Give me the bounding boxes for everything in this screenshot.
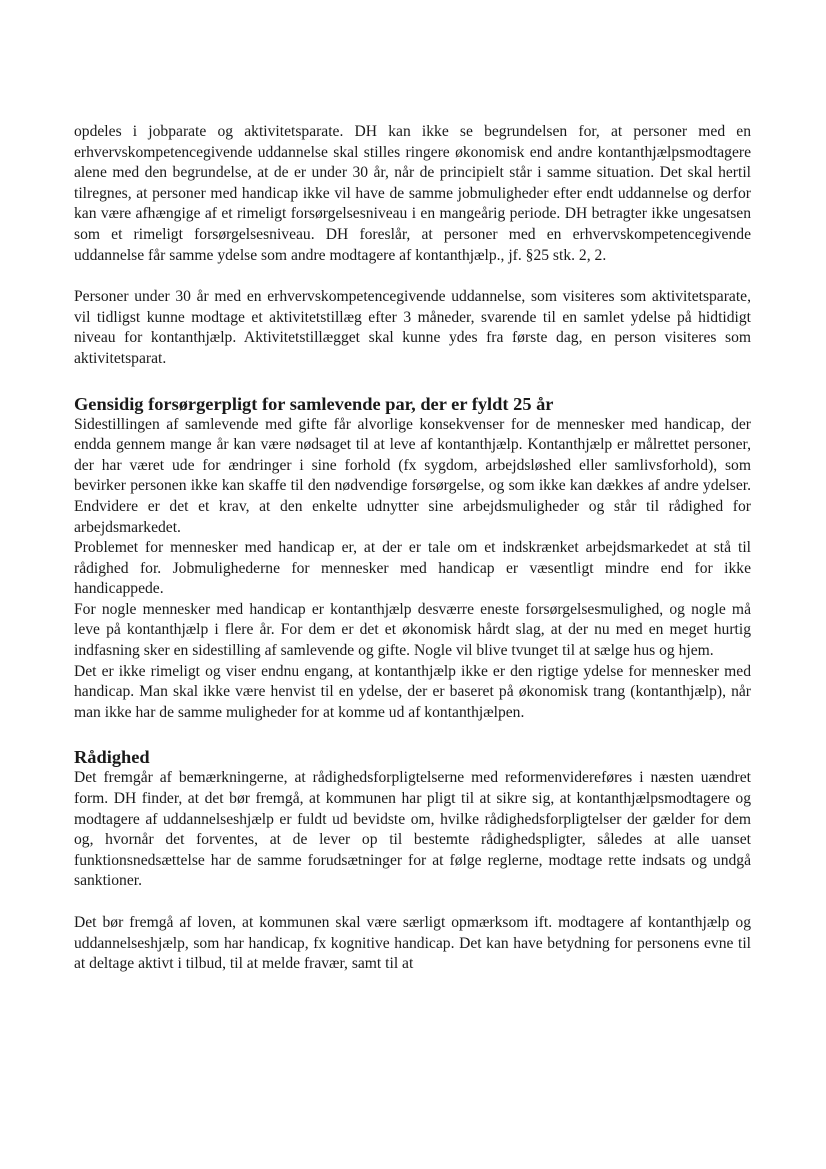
document-body (74, 122, 751, 975)
paragraph-radighed-2: Det bør fremgå af loven, at kommunen skal være særligt opmærksom ift. modtagere af kontanthjælp og uddannelseshjælp, som har handicap, fx kognitive handicap. Det kan have betydning for personens evne til at deltage aktivt i tilbud, til at melde fravær, samt til at (74, 914, 751, 973)
paragraph-forsorgerpligt-3: For nogle mennesker med handicap er kontanthjælp desværre eneste forsørgelsesmulighed, og nogle må leve på kontanthjælp i flere år. For dem er det et økonomisk hårdt slag, at der nu med en meget hurtig indfasning sker en sidestilling af samlevende og gifte. Nogle vil blive tvunget til at sælge hus og hjem. (74, 600, 751, 660)
paragraph-forsorgerpligt-2: Problemet for mennesker med handicap er, at der er tale om et indskrænket arbejdsmarkedet at stå til rådighed for. Jobmulighederne for mennesker med handicap er væsentligt mindre end for ikke handicappede. (74, 539, 751, 598)
paragraph-intro-1: opdeles i jobparate og aktivitetsparate. DH kan ikke se begrundelsen for, at personer med en erhvervskompetencegivende uddannelse skal stilles ringere økonomisk end andre kontanthjælpsmodtagere alene med den begrundelse, at de er under 30 år, når de principielt står i samme situation. Det skal hertil tilregnes, at personer med handicap ikke vil have de samme jobmuligheder efter endt uddannelse og derfor kan være afhængige af et rimeligt forsørgelsesniveau i en mangeårig periode. DH betragter ikke ungesatsen som et rimeligt forsørgelsesniveau. DH foreslår, at personer med en erhvervskompetencegivende uddannelse får samme ydelse som andre modtagere af kontanthjælp., jf. §25 stk. 2, 2. (74, 123, 751, 264)
paragraph-forsorgerpligt-1: Sidestillingen af samlevende med gifte får alvorlige konsekvenser for de mennesker med handicap, der endda gennem mange år kan være nødsaget til at leve af kontanthjælp. Kontanthjælp er målrettet personer, der har været ude for ændringer i sine forhold (fx sygdom, arbejdsløshed eller samlivsforhold), som bevirker personen ikke kan skaffe til den nødvendige forsørgelse, og som ikke kan dækkes af andre ydelser. Endvidere er det et krav, at den enkelte udnytter sine arbejdsmuligheder og står til rådighed for arbejdsmarkedet. (74, 415, 751, 536)
section-heading-radighed: Rådighed (74, 747, 150, 768)
paragraph-forsorgerpligt-4: Det er ikke rimeligt og viser endnu engang, at kontanthjælp ikke er den rigtige ydelse for mennesker med handicap. Man skal ikke være henvist til en ydelse, der er baseret på økonomisk trang (kontanthjælp), når man ikke har de samme muligheder for at komme ud af kontanthjælpen. (74, 662, 751, 721)
paragraph-radighed-1: Det fremgår af bemærkningerne, at rådighedsforpligtelserne med reformenvidereføres i næsten uændret form. DH finder, at det bør fremgå, at kommunen har pligt til at sikre sig, at kontanthjælpsmodtagere og modtagere af uddannelseshjælp er fuldt ud bevidste om, hvilke rådighedsforpligtelser der gælder for dem og, hvornår det forventes, at de lever op til bestemte rådighedspligter, således at alle uanset funktionsnedsættelse har de samme forudsætninger for at følge reglerne, modtage rette indsats og undgå sanktioner. (74, 769, 751, 890)
paragraph-intro-2: Personer under 30 år med en erhvervskompetencegivende uddannelse, som visiteres som aktivitetsparate, vil tidligst kunne modtage et aktivitetstillæg efter 3 måneder, svarende til en samlet ydelse på hidtidigt niveau for kontanthjælp. Aktivitetstillægget skal kunne ydes fra første dag, en person visiteres som aktivitetsparat. (74, 288, 751, 367)
section-heading-forsorgerpligt: Gensidig forsørgerpligt for samlevende par, der er fyldt 25 år (74, 393, 554, 414)
